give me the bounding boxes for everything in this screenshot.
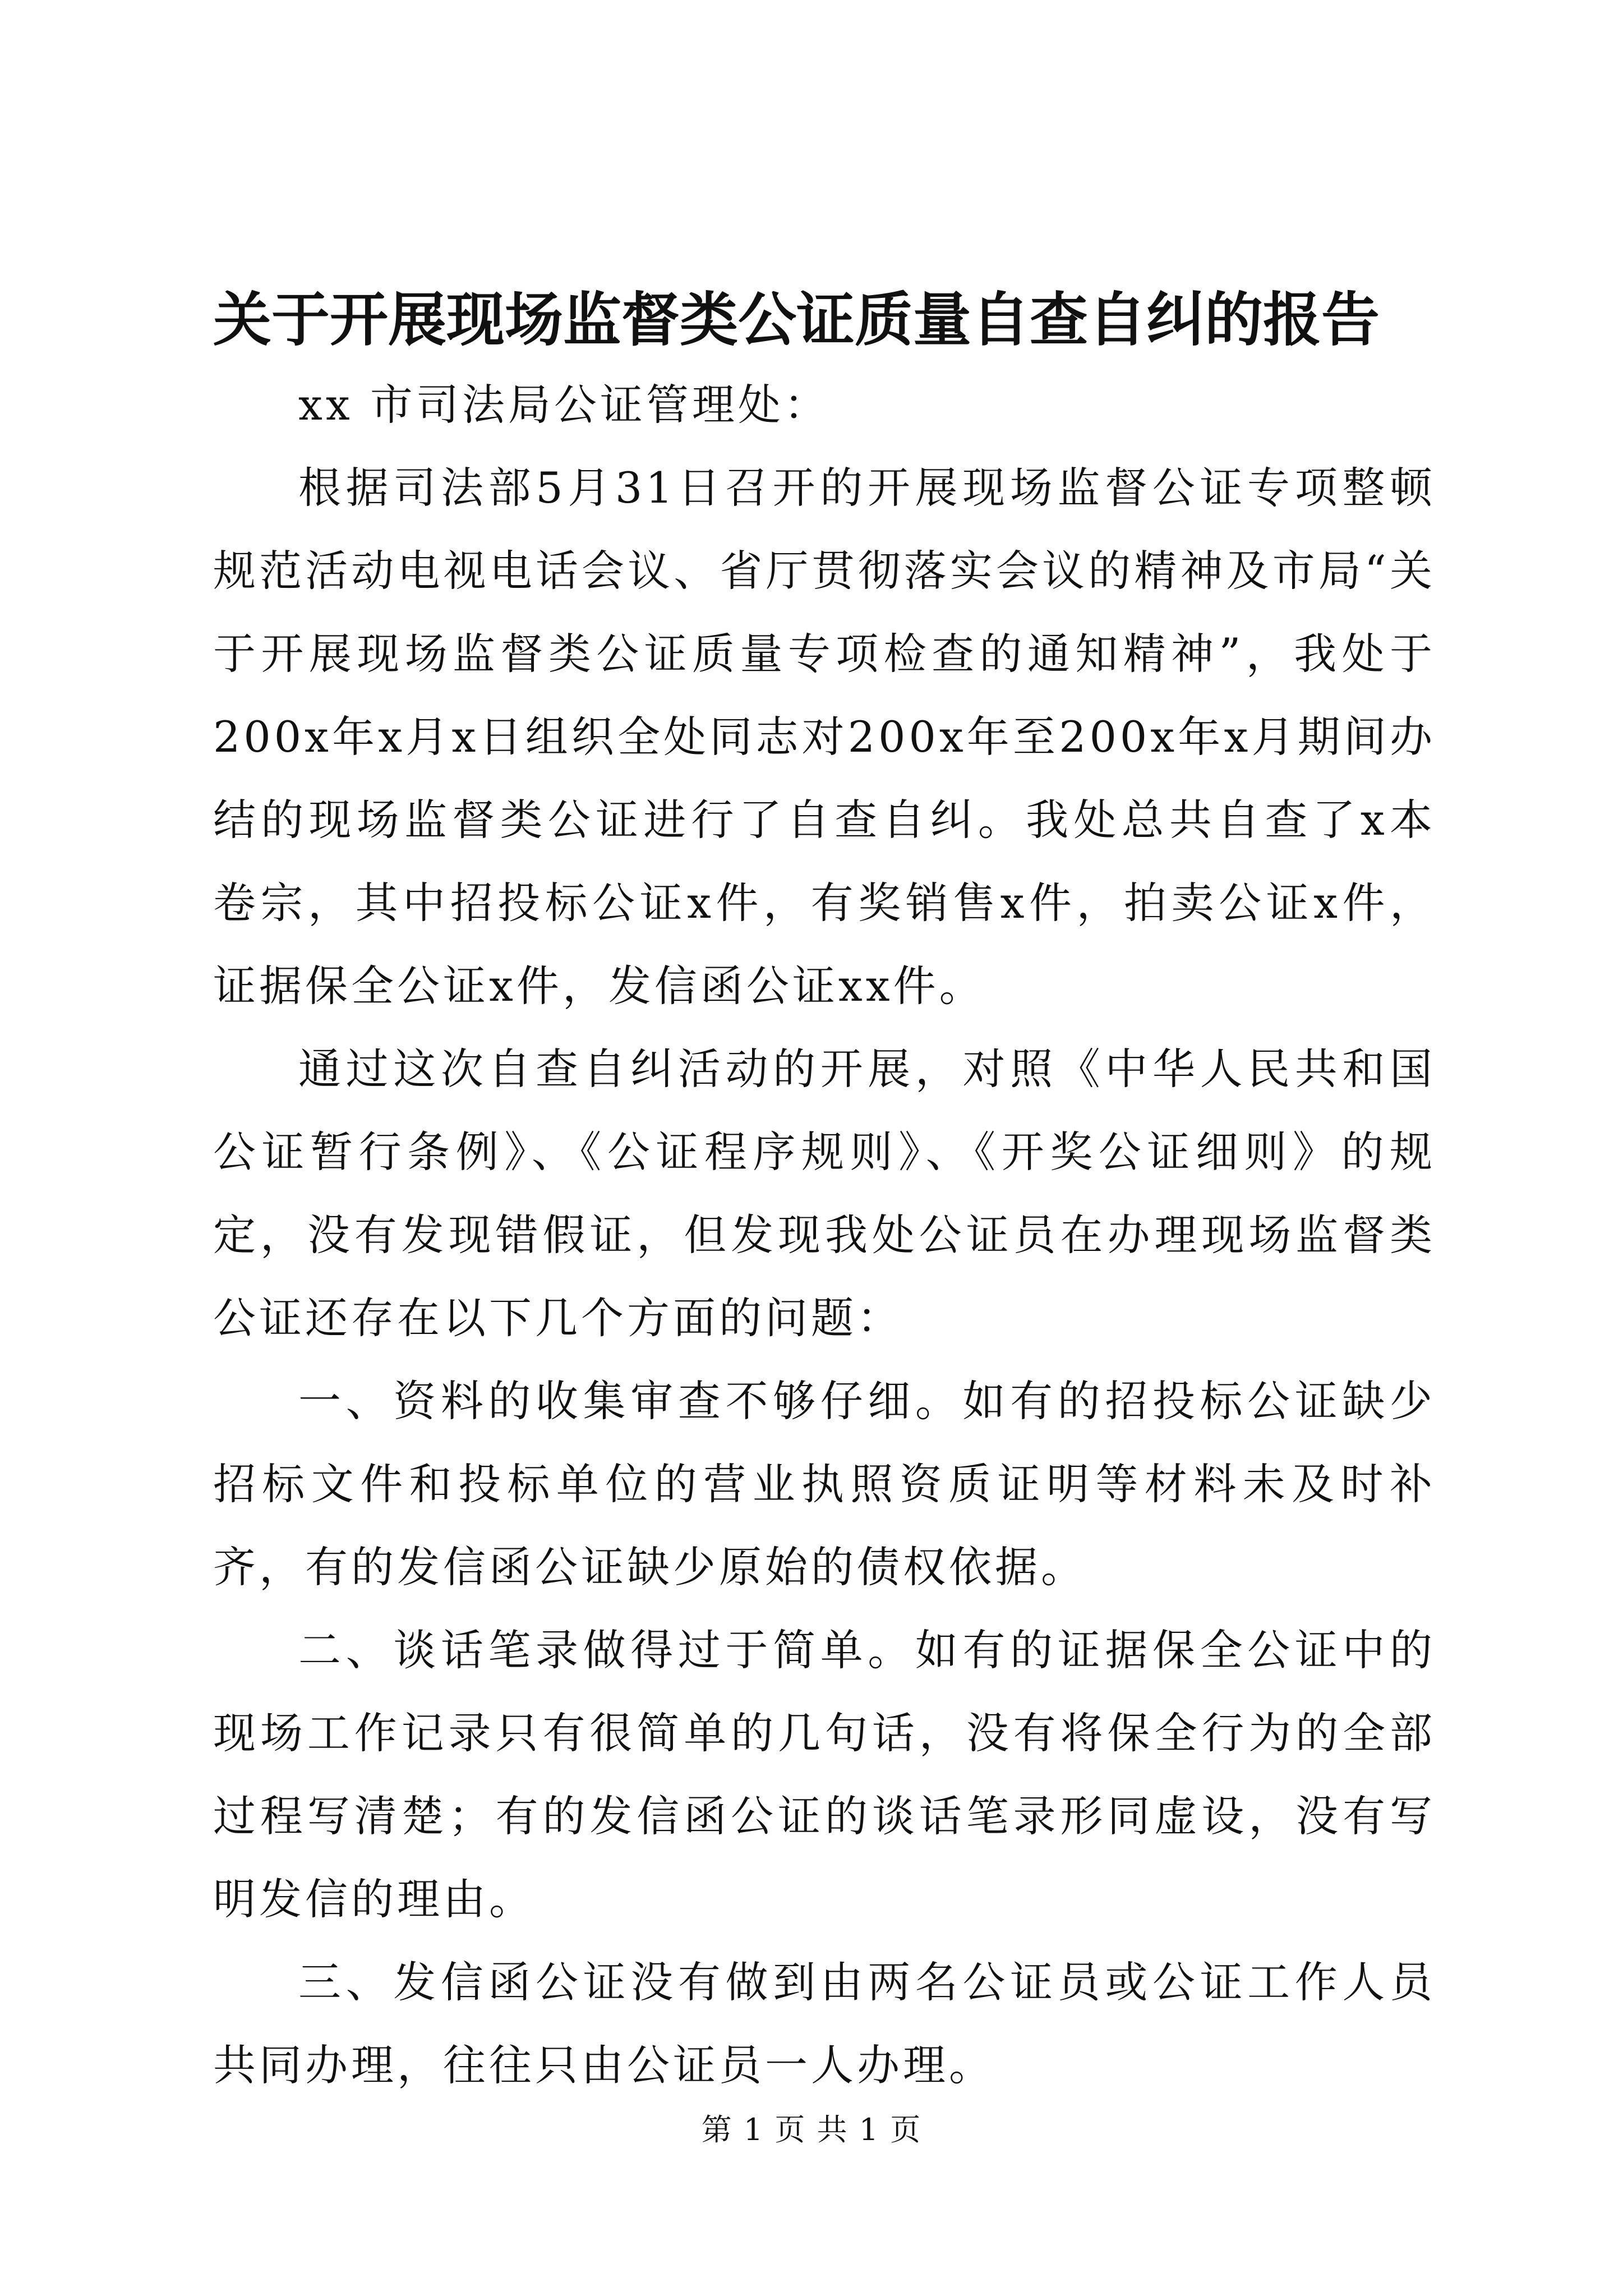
paragraph-findings: 通过这次自查自纠活动的开展，对照《中华人民共和国公证暂行条例》、《公证程序规则》、《开奖公证细则》的规定，没有发现错假证，但发现我处公证员在办理现场监督类公证还存在以下几个方面的问题： <box>213 1044 1436 1343</box>
addressee: xx 市司法局公证管理处： <box>298 380 830 430</box>
paragraph-issue-1: 一、资料的收集审查不够仔细。如有的招投标公证缺少招标文件和投标单位的营业执照资质证明等材料未及时补齐，有的发信函公证缺少原始的债权依据。 <box>213 1376 1436 1592</box>
document-title: 关于开展现场监督类公证质量自查自纠的报告 <box>213 285 1380 354</box>
paragraph-intro: 根据司法部5月31日召开的开展现场监督公证专项整顿规范活动电视电话会议、省厅贯彻落实会议的精神及市局“关于开展现场监督类公证质量专项检查的通知精神”，我处于200x年x月x日组织全处同志对200x年至200x年x月期间办结的现场监督类公证进行了自查自纠。我处总共自查了x本卷宗，其中招投标公证x件，有奖销售x件，拍卖公证x件，证据保全公证x件，发信函公证xx件。 <box>213 463 1436 1011</box>
page-number-footer: 第 1 页 共 1 页 <box>701 2112 922 2147</box>
paragraph-issue-3: 三、发信函公证没有做到由两名公证员或公证工作人员共同办理，往往只由公证员一人办理。 <box>213 1957 1436 2090</box>
paragraph-issue-2: 二、谈话笔录做得过于简单。如有的证据保全公证中的现场工作记录只有很简单的几句话，没有将保全行为的全部过程写清楚；有的发信函公证的谈话笔录形同虚设，没有写明发信的理由。 <box>213 1625 1436 1924</box>
document-body <box>213 364 1436 2107</box>
